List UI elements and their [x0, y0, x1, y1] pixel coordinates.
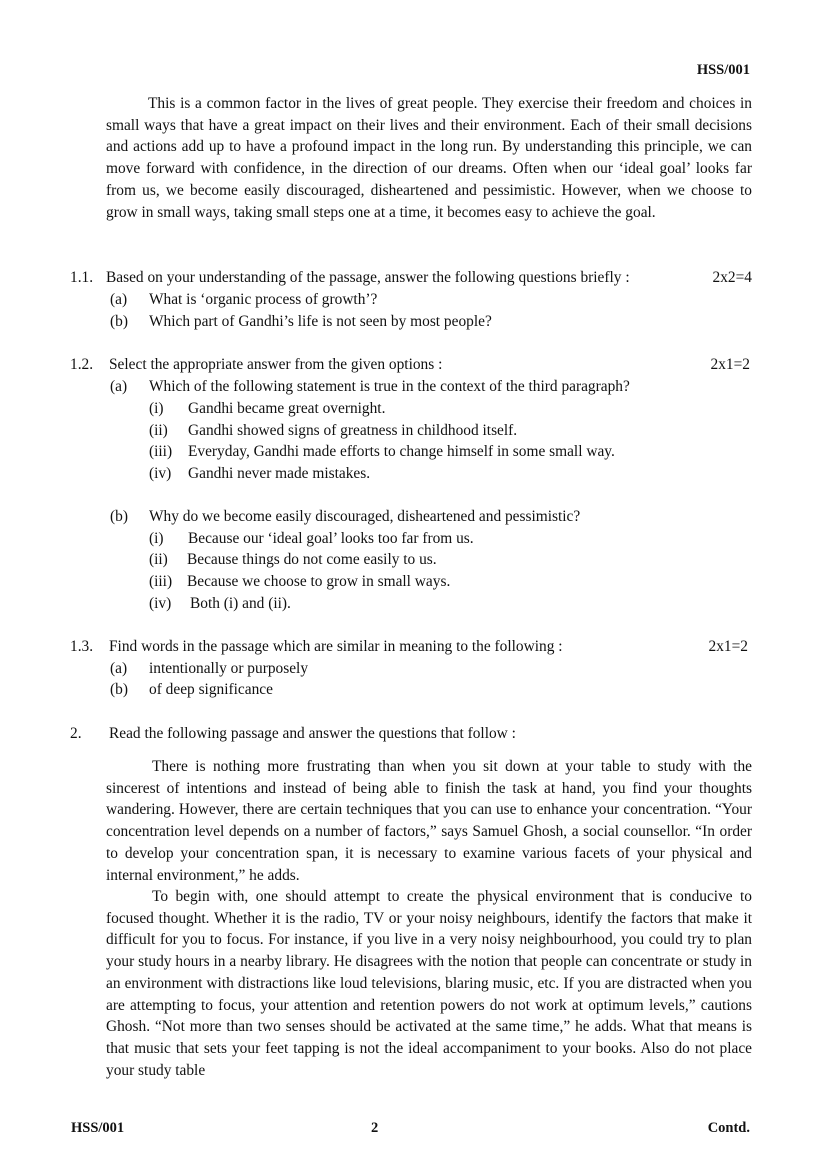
- footer-contd: Contd.: [707, 1120, 750, 1136]
- option-text: Because our ‘ideal goal’ looks too far from us.: [188, 530, 474, 547]
- sub-question-label: (a): [110, 660, 128, 677]
- question-1-1: [70, 267, 752, 289]
- sub-question-text: Which of the following statement is true in the context of the third paragraph?: [149, 378, 630, 395]
- question-marks: 2x1=2: [710, 356, 750, 373]
- question-number: 1.3.: [70, 638, 94, 655]
- sub-question-text: of deep significance: [149, 681, 273, 698]
- sub-question-text: intentionally or purposely: [149, 660, 309, 677]
- option-text: Everyday, Gandhi made efforts to change himself in some small way.: [188, 443, 615, 460]
- sub-question-label: (a): [110, 291, 128, 308]
- passage-2-paragraph-2: To begin with, one should attempt to create the physical environment that is conducive to focused thought. Whether it is the radio, TV or your noisy neighbours, identify the factors that make it difficult for you to focus. For instance, if you live in a very noisy neighbourhood, you could try to plan your study hours in a nearby library. He disagrees with the notion that people can concentrate or study in an environment with distractions like loud televisions, blaring music, etc. If you are distracted when you are attempting to focus, your attention and retention powers do not work at optimum levels,” cautions Ghosh. “Not more than two senses should be activated at the same time,” he adds. What that means is that music that sets your feet tapping is not the ideal accompaniment to your books. Also do not place your study table: [106, 888, 752, 1079]
- option-label: (ii): [149, 551, 168, 568]
- question-marks: 2x1=2: [708, 638, 748, 655]
- option-text: Because we choose to grow in small ways.: [187, 573, 451, 590]
- question-marks: 2x2=4: [712, 269, 752, 286]
- option-label: (i): [149, 530, 164, 547]
- sub-question-label: (b): [110, 508, 128, 525]
- option-text: Because things do not come easily to us.: [187, 551, 437, 568]
- question-2: [70, 723, 752, 745]
- passage-2-paragraph-1: There is nothing more frustrating than when you sit down at your table to study with the sincerest of intentions and instead of being able to finish the task at hand, you find your thoughts wandering. However, there are certain techniques that you can use to enhance your concentration. “Your concentration level depends on a number of factors,” says Samuel Ghosh, a social counsellor. “In order to develop your concentration span, it is necessary to examine various facets of your physical and internal environment,” he adds.: [106, 758, 752, 884]
- option-label: (i): [149, 400, 164, 417]
- option-text: Both (i) and (ii).: [190, 595, 291, 612]
- header-paper-code: HSS/001: [696, 62, 750, 78]
- option-text: Gandhi showed signs of greatness in childhood itself.: [188, 422, 518, 439]
- option-label: (iii): [149, 573, 173, 590]
- option-text: Gandhi never made mistakes.: [188, 465, 371, 482]
- footer-paper-code: HSS/001: [71, 1120, 125, 1136]
- sub-question-label: (b): [110, 313, 128, 330]
- option-text: Gandhi became great overnight.: [188, 400, 386, 417]
- question-number: 1.1.: [70, 269, 94, 286]
- sub-question-label: (b): [110, 681, 128, 698]
- question-1-2: [70, 354, 752, 376]
- question-text: Find words in the passage which are similar in meaning to the following :: [109, 638, 563, 655]
- sub-question-text: What is ‘organic process of growth’?: [149, 291, 378, 308]
- sub-question-text: Which part of Gandhi’s life is not seen by most people?: [149, 313, 492, 330]
- option-label: (iv): [149, 595, 172, 612]
- question-text: Based on your understanding of the passage, answer the following questions briefly :: [106, 269, 630, 286]
- question-number: 2.: [70, 725, 82, 742]
- footer-page-number: 2: [371, 1120, 379, 1136]
- question-number: 1.2.: [70, 356, 94, 373]
- option-label: (ii): [149, 422, 168, 439]
- passage-1-paragraph: This is a common factor in the lives of great people. They exercise their freedom and choices in small ways that have a great impact on their lives and their environment. Each of their small decisions and actions add up to have a profound impact in the long run. By understanding this principle, we can move forward with confidence, in the direction of our dreams. Often when our ‘ideal goal’ looks far from us, we become easily discouraged, disheartened and pessimistic. However, when we choose to grow in small ways, taking small steps one at a time, it becomes easy to achieve the goal.: [106, 95, 752, 221]
- question-text: Read the following passage and answer the questions that follow :: [109, 725, 516, 742]
- question-1-3: [70, 636, 752, 658]
- option-label: (iii): [149, 443, 173, 460]
- sub-question-label: (a): [110, 378, 128, 395]
- sub-question-text: Why do we become easily discouraged, disheartened and pessimistic?: [149, 508, 581, 525]
- option-label: (iv): [149, 465, 172, 482]
- question-text: Select the appropriate answer from the given options :: [109, 356, 443, 373]
